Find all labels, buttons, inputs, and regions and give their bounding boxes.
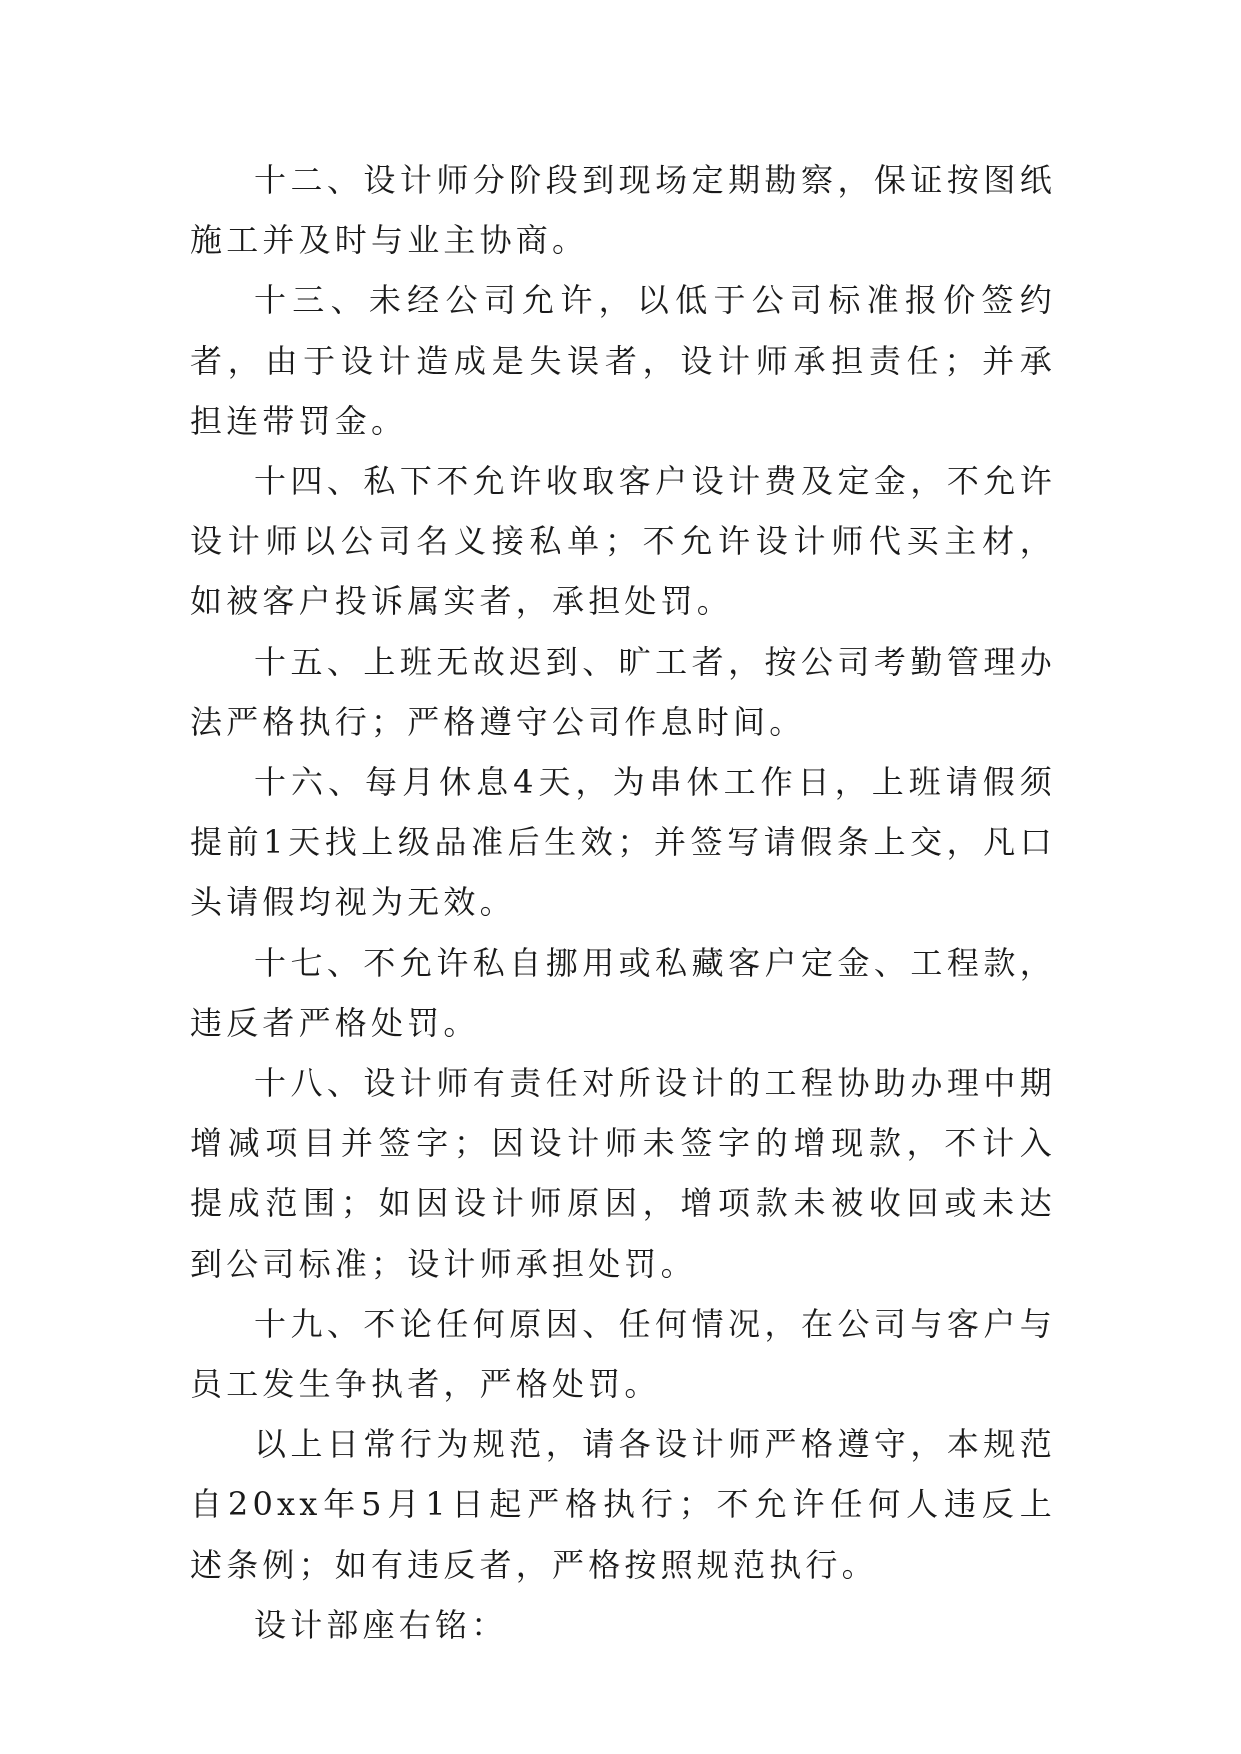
clause-14-paragraph: 十四、私下不允许收取客户设计费及定金，不允许设计师以公司名义接私单；不允许设计师代买主材，如被客户投诉属实者，承担处罚。 — [190, 462, 1056, 621]
clause-16-paragraph: 十六、每月休息4天，为串休工作日，上班请假须提前1天找上级品准后生效；并签写请假条上交，凡口头请假均视为无效。 — [190, 763, 1056, 922]
clause-12-paragraph: 十二、设计师分阶段到现场定期勘察，保证按图纸施工并及时与业主协商。 — [190, 161, 1056, 260]
clause-18-paragraph: 十八、设计师有责任对所设计的工程协助办理中期增减项目并签字；因设计师未签字的增现款，不计入提成范围；如因设计师原因，增项款未被收回或未达到公司标准；设计师承担处罚。 — [190, 1064, 1056, 1283]
document-body — [190, 150, 1056, 1655]
closing-paragraph: 以上日常行为规范，请各设计师严格遵守，本规范自20xx年5月1日起严格执行；不允许任何人违反上述条例；如有违反者，严格按照规范执行。 — [190, 1425, 1056, 1584]
clause-17-paragraph: 十七、不允许私自挪用或私藏客户定金、工程款，违反者严格处罚。 — [190, 943, 1056, 1042]
motto-heading: 设计部座右铭： — [254, 1605, 508, 1644]
clause-15-paragraph: 十五、上班无故迟到、旷工者，按公司考勤管理办法严格执行；严格遵守公司作息时间。 — [190, 642, 1056, 741]
clause-19-paragraph: 十九、不论任何原因、任何情况，在公司与客户与员工发生争执者，严格处罚。 — [190, 1304, 1056, 1404]
clause-13-paragraph: 十三、未经公司允许，以低于公司标准报价签约者，由于设计造成是失误者，设计师承担责任；并承担连带罚金。 — [190, 281, 1056, 440]
